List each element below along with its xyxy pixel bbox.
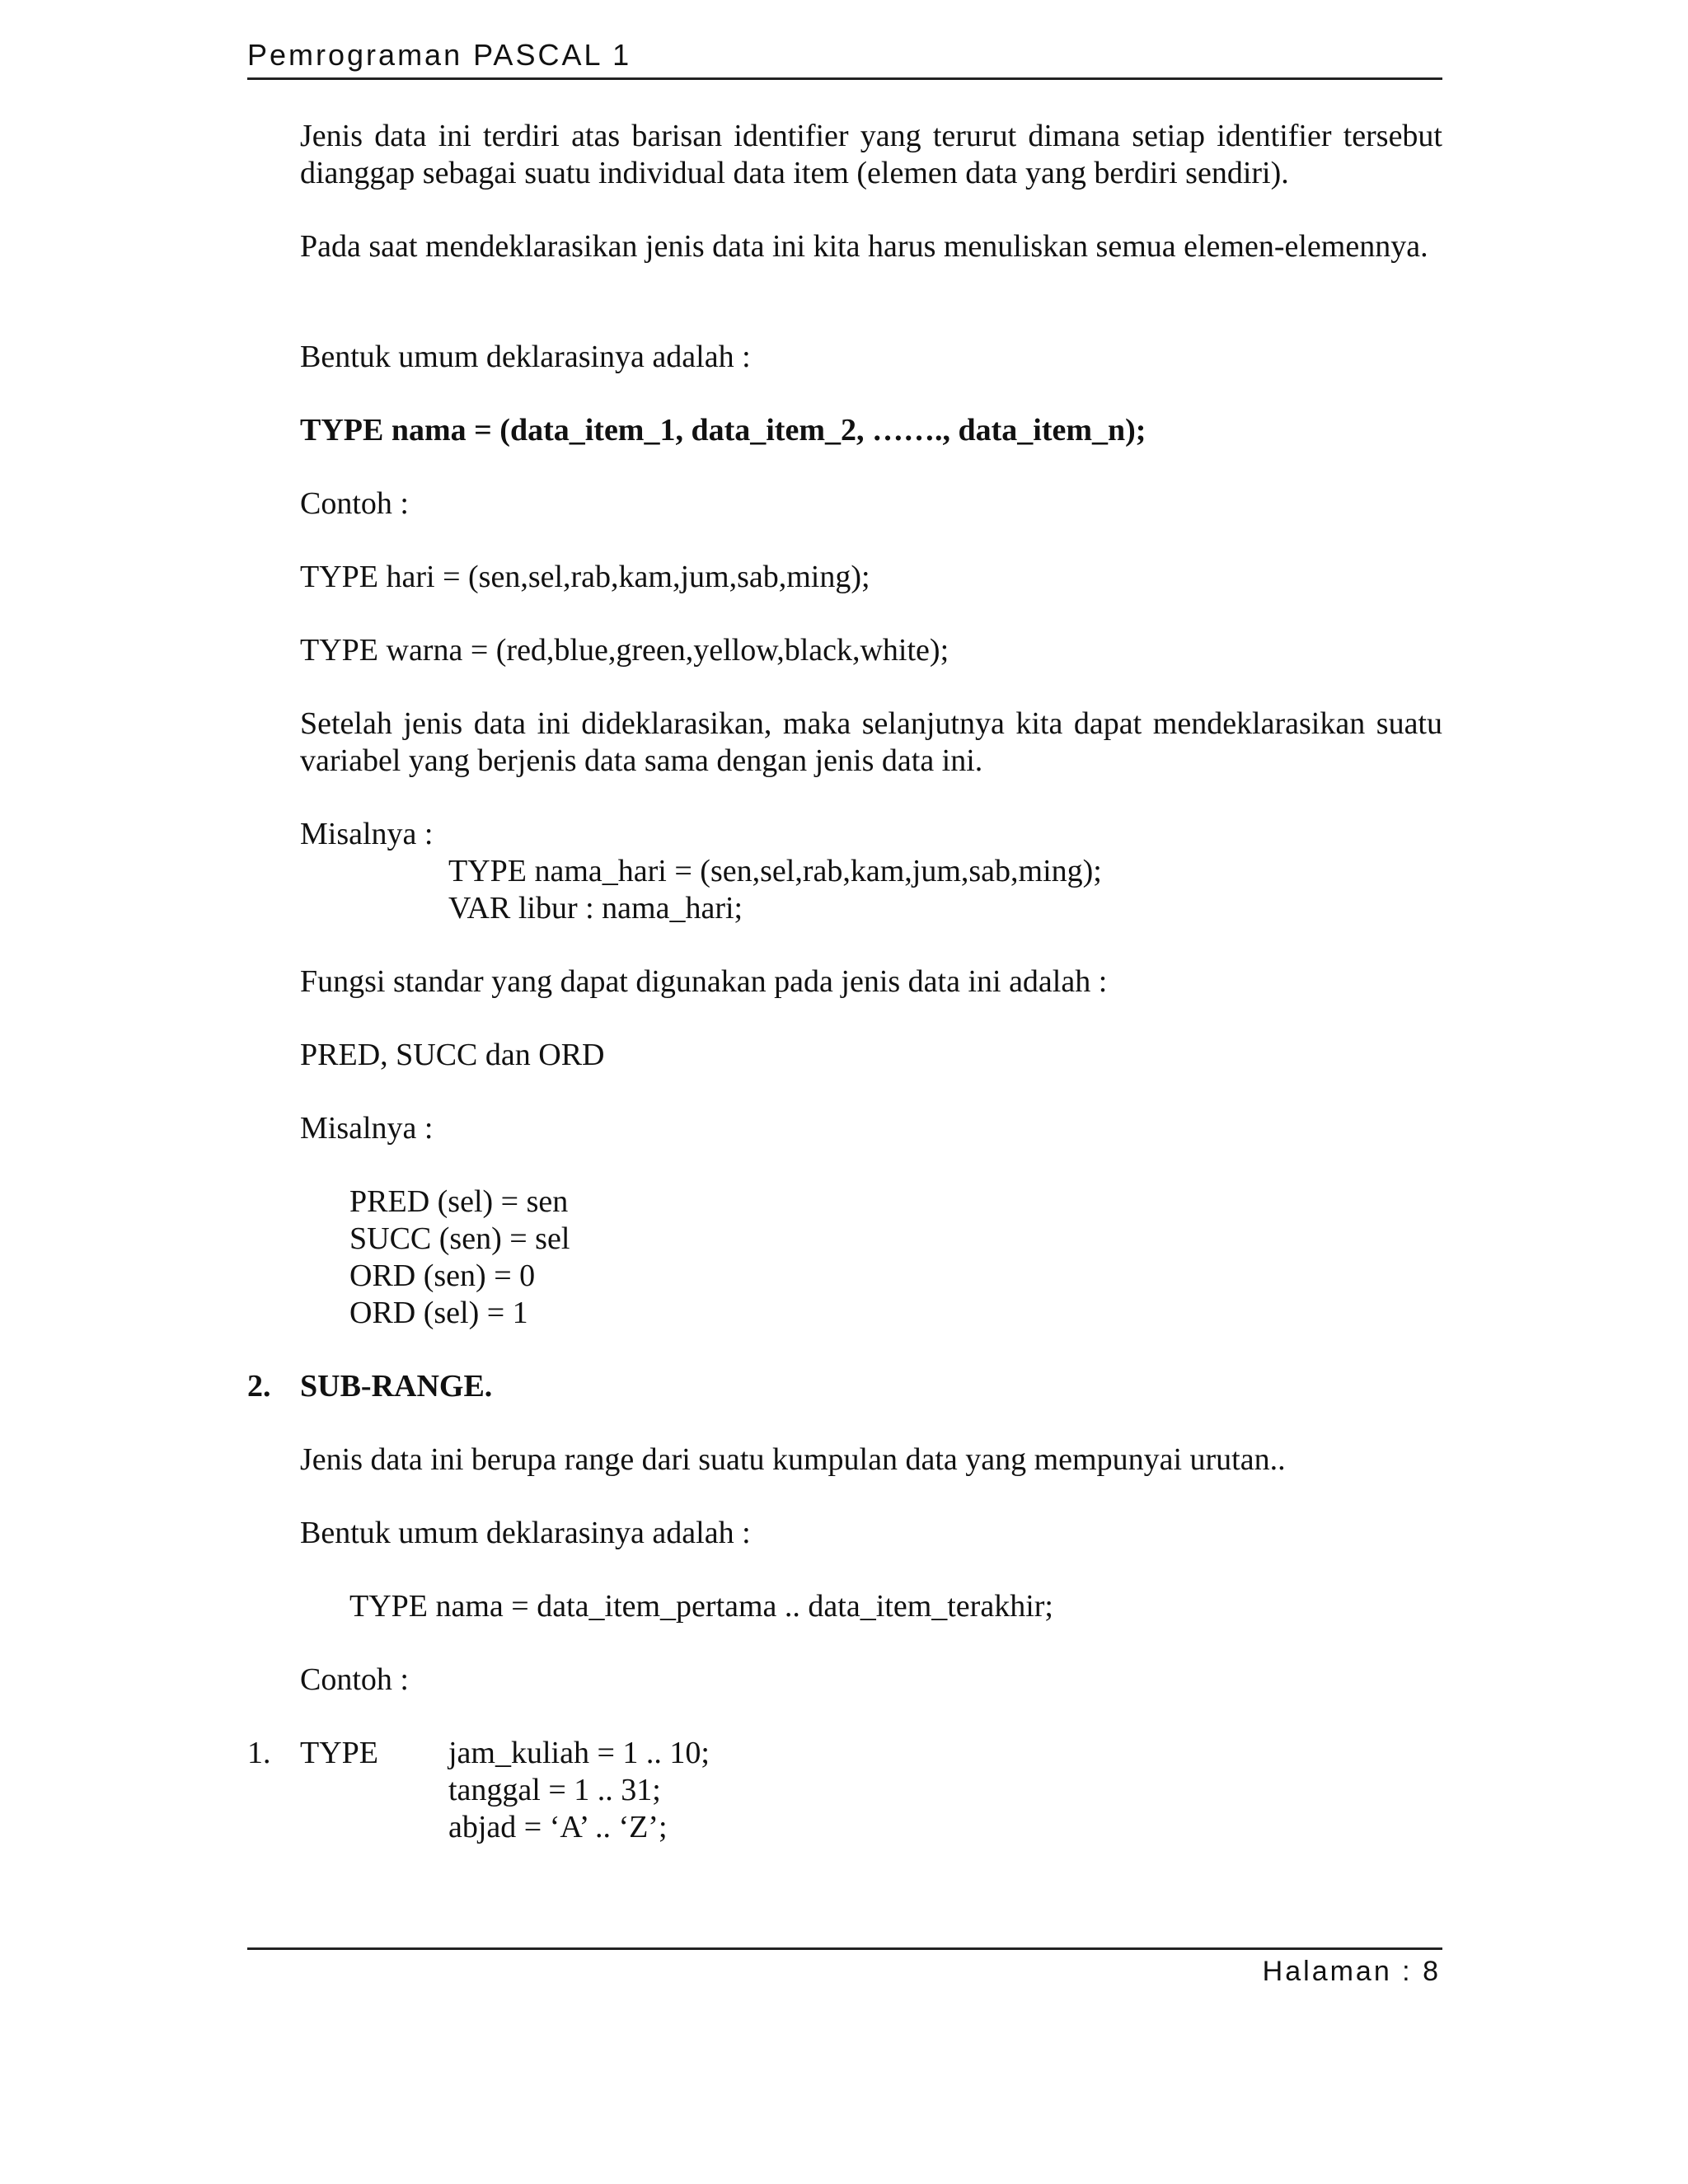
section-title: SUB-RANGE.: [300, 1369, 493, 1404]
paragraph-subrange: Jenis data ini berupa range dari suatu kumpulan data yang mempunyai urutan..: [300, 1442, 1286, 1477]
label-misalnya-2: Misalnya :: [300, 1111, 434, 1146]
paragraph-intro: Jenis data ini terdiri atas barisan identifier yang terurut dimana setiap identifier tersebut dianggap sebagai suatu individual data item (elemen data yang berdiri sendiri).: [300, 119, 1442, 190]
section-number: 2.: [247, 1369, 271, 1404]
syntax-enumerated: TYPE nama = (data_item_1, data_item_2, ……., data_item_n);: [300, 413, 1146, 448]
paragraph-general-form-2: Bentuk umum deklarasinya adalah :: [300, 1516, 751, 1550]
function-example-ord-sen: ORD (sen) = 0: [349, 1258, 536, 1293]
paragraph-standard-functions: Fungsi standar yang dapat digunakan pada jenis data ini adalah :: [300, 964, 1108, 999]
example-hari: TYPE hari = (sen,sel,rab,kam,jum,sab,ming);: [300, 560, 870, 594]
example-number: 1.: [247, 1736, 271, 1770]
label-misalnya-1: Misalnya :: [300, 817, 434, 851]
paragraph-variable: Setelah jenis data ini dideklarasikan, maka selanjutnya kita dapat mendeklarasikan suatu variabel yang berjenis data sama dengan jenis data ini.: [300, 706, 1442, 778]
label-example: Contoh :: [300, 486, 409, 521]
code-jam-kuliah: jam_kuliah = 1 .. 10;: [448, 1736, 710, 1770]
header-divider: [247, 77, 1442, 80]
function-example-pred: PRED (sel) = sen: [349, 1184, 569, 1219]
footer-divider: [247, 1947, 1442, 1950]
function-example-ord-sel: ORD (sel) = 1: [349, 1296, 528, 1330]
page-number: Halaman : 8: [1262, 1956, 1441, 1987]
paragraph-general-form: Bentuk umum deklarasinya adalah :: [300, 340, 751, 374]
page-header-title: Pemrograman PASCAL 1: [247, 38, 632, 72]
example-type-keyword: TYPE: [300, 1736, 378, 1770]
label-example-2: Contoh :: [300, 1662, 409, 1697]
function-example-succ: SUCC (sen) = sel: [349, 1221, 570, 1256]
code-abjad: abjad = ‘A’ .. ‘Z’;: [448, 1810, 668, 1844]
code-type-nama-hari: TYPE nama_hari = (sen,sel,rab,kam,jum,sab,ming);: [448, 854, 1102, 888]
code-tanggal: tanggal = 1 .. 31;: [448, 1773, 661, 1807]
code-var-libur: VAR libur : nama_hari;: [448, 891, 743, 926]
syntax-subrange: TYPE nama = data_item_pertama .. data_item_terakhir;: [349, 1589, 1053, 1624]
paragraph-declare: Pada saat mendeklarasikan jenis data ini kita harus menuliskan semua elemen-elemennya.: [300, 229, 1428, 264]
example-warna: TYPE warna = (red,blue,green,yellow,black,white);: [300, 633, 950, 668]
functions-list: PRED, SUCC dan ORD: [300, 1038, 605, 1072]
